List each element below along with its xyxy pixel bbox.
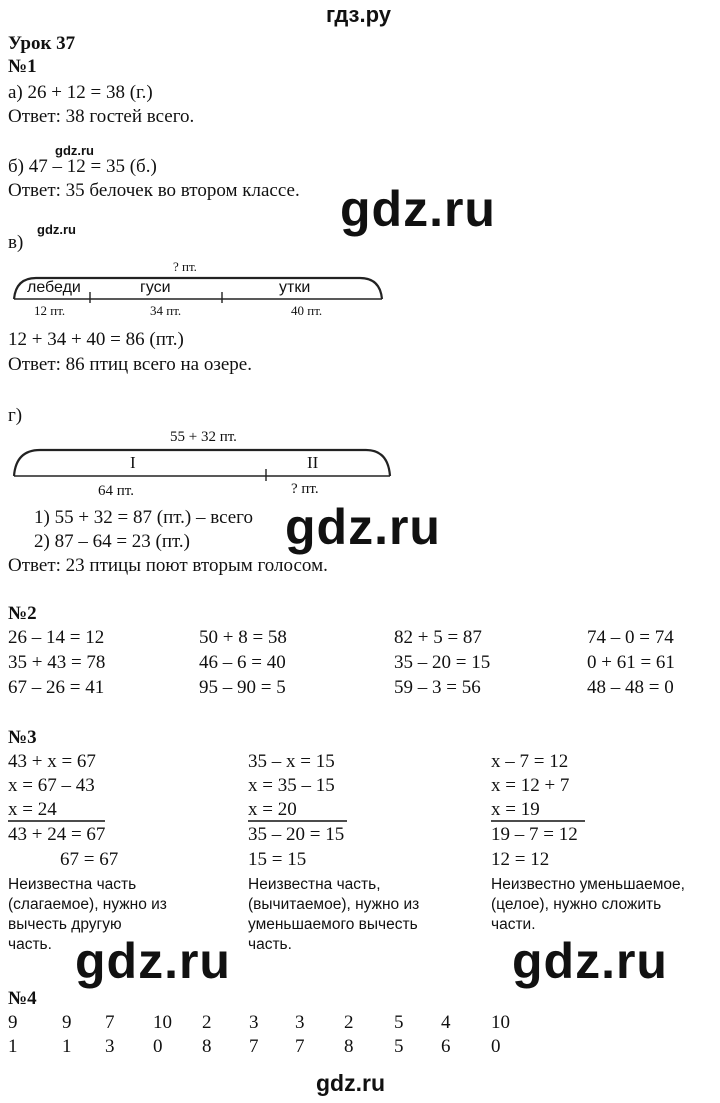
watermark-big: gdz.ru xyxy=(285,499,441,555)
ex2-cell: 35 + 43 = 78 xyxy=(8,652,106,673)
diagram-g-value-2: ? пт. xyxy=(291,481,319,497)
diagram-v-part-3: утки xyxy=(279,279,311,296)
diagram-g-part-1: I xyxy=(130,453,136,472)
ex3-line: x = 12 + 7 xyxy=(491,775,570,796)
ex2-number: №2 xyxy=(8,603,37,624)
watermark-big: gdz.ru xyxy=(512,933,668,989)
diagram-v-part-1: лебеди xyxy=(27,279,81,296)
ex3-line: 43 + x = 67 xyxy=(8,751,96,772)
ex2-cell: 35 – 20 = 15 xyxy=(394,652,491,673)
ex4-cell: 10 xyxy=(491,1012,510,1033)
ex4-cell: 7 xyxy=(105,1012,115,1033)
ex4-cell: 8 xyxy=(202,1036,212,1057)
ex4-cell: 2 xyxy=(344,1012,354,1033)
diagram-v-part-2: гуси xyxy=(140,279,171,296)
ex3-note-line: (целое), нужно сложить xyxy=(491,896,662,913)
ex4-cell: 9 xyxy=(8,1012,18,1033)
watermark-big: gdz.ru xyxy=(75,933,231,989)
ex4-cell: 5 xyxy=(394,1036,404,1057)
ex4-cell: 4 xyxy=(441,1012,451,1033)
ex2-cell: 0 + 61 = 61 xyxy=(587,652,675,673)
ex4-cell: 1 xyxy=(8,1036,18,1057)
ex3-note-line: Неизвестна часть, xyxy=(248,876,381,893)
ex4-cell: 0 xyxy=(491,1036,501,1057)
ex3-line: 35 – x = 15 xyxy=(248,751,335,772)
ex4-cell: 8 xyxy=(344,1036,354,1057)
ex1-v-answer: Ответ: 86 птиц всего на озере. xyxy=(8,354,252,375)
ex4-cell: 2 xyxy=(202,1012,212,1033)
ex3-line: x = 67 – 43 xyxy=(8,775,95,796)
ex1-b-answer: Ответ: 35 белочек во втором классе. xyxy=(8,180,300,201)
watermark-small: gdz.ru xyxy=(55,143,94,158)
ex3-number: №3 xyxy=(8,727,37,748)
ex1-g-step2: 2) 87 – 64 = 23 (пт.) xyxy=(34,531,190,552)
ex3-line: x = 19 xyxy=(491,799,540,820)
ex3-line: x = 20 xyxy=(248,799,297,820)
brace-g-top xyxy=(14,450,390,476)
ex4-cell: 0 xyxy=(153,1036,163,1057)
ex1-b-equation: б) 47 – 12 = 35 (б.) xyxy=(8,156,157,177)
ex3-note-line: части. xyxy=(491,916,536,933)
ex4-cell: 6 xyxy=(441,1036,451,1057)
ex3-line: 67 = 67 xyxy=(60,849,119,870)
ex1-a-answer: Ответ: 38 гостей всего. xyxy=(8,106,195,127)
ex3-line: x – 7 = 12 xyxy=(491,751,569,772)
diagram-v-value-1: 12 пт. xyxy=(34,303,66,318)
ex3-line: 35 – 20 = 15 xyxy=(248,824,345,845)
ex3-note-line: (вычитаемое), нужно из xyxy=(248,896,420,913)
ex3-note-line: часть. xyxy=(248,936,292,953)
lesson-title: Урок 37 xyxy=(8,33,76,54)
ex1-a-equation: а) 26 + 12 = 38 (г.) xyxy=(8,82,153,103)
ex3-line: 19 – 7 = 12 xyxy=(491,824,578,845)
ex2-cell: 82 + 5 = 87 xyxy=(394,627,482,648)
ex1-v-label: в) xyxy=(8,232,24,253)
ex4-cell: 5 xyxy=(394,1012,404,1033)
ex4-cell: 3 xyxy=(105,1036,115,1057)
diagram-v-total: ? пт. xyxy=(173,259,197,274)
ex2-cell: 67 – 26 = 41 xyxy=(8,677,105,698)
ex2-cell: 26 – 14 = 12 xyxy=(8,627,105,648)
watermark-small: gdz.ru xyxy=(37,222,76,237)
ex2-cell: 46 – 6 = 40 xyxy=(199,652,286,673)
ex2-cell: 95 – 90 = 5 xyxy=(199,677,286,698)
ex1-g-label: г) xyxy=(8,405,23,426)
ex3-note-line: (слагаемое), нужно из xyxy=(8,896,167,913)
ex3-note-line: часть. xyxy=(8,936,52,953)
diagram-g-value-1: 64 пт. xyxy=(98,483,134,499)
ex3-line: 15 = 15 xyxy=(248,849,307,870)
diagram-g-part-2: II xyxy=(307,453,319,472)
ex1-g-answer: Ответ: 23 птицы поют вторым голосом. xyxy=(8,555,328,576)
ex3-note-line: Неизвестно уменьшаемое, xyxy=(491,876,685,893)
ex4-cell: 9 xyxy=(62,1012,72,1033)
ex2-cell: 74 – 0 = 74 xyxy=(587,627,674,648)
ex4-cell: 3 xyxy=(249,1012,259,1033)
ex4-cell: 3 xyxy=(295,1012,305,1033)
ex3-line: 43 + 24 = 67 xyxy=(8,824,106,845)
footer-watermark: gdz.ru xyxy=(316,1070,385,1096)
ex2-cell: 48 – 48 = 0 xyxy=(587,677,674,698)
ex3-line: x = 24 xyxy=(8,799,57,820)
diagram-v-value-3: 40 пт. xyxy=(291,303,323,318)
ex3-note-line: Неизвестна часть xyxy=(8,876,137,893)
ex4-cell: 10 xyxy=(153,1012,172,1033)
ex1-g-step1: 1) 55 + 32 = 87 (пт.) – всего xyxy=(34,507,253,528)
ex3-line: x = 35 – 15 xyxy=(248,775,335,796)
site-header: гдз.ру xyxy=(326,2,391,27)
diagram-g-total: 55 + 32 пт. xyxy=(170,429,237,445)
ex3-note-line: вычесть другую xyxy=(8,916,122,933)
ex1-number: №1 xyxy=(8,56,37,77)
watermark-big: gdz.ru xyxy=(340,181,496,237)
ex3-note-line: уменьшаемого вычесть xyxy=(248,916,418,933)
ex2-cell: 50 + 8 = 58 xyxy=(199,627,287,648)
ex4-cell: 7 xyxy=(295,1036,305,1057)
ex3-line: 12 = 12 xyxy=(491,849,550,870)
ex2-cell: 59 – 3 = 56 xyxy=(394,677,481,698)
ex4-number: №4 xyxy=(8,988,37,1009)
ex4-cell: 1 xyxy=(62,1036,72,1057)
ex1-v-equation: 12 + 34 + 40 = 86 (пт.) xyxy=(8,329,184,350)
diagram-v-value-2: 34 пт. xyxy=(150,303,182,318)
ex4-cell: 7 xyxy=(249,1036,259,1057)
